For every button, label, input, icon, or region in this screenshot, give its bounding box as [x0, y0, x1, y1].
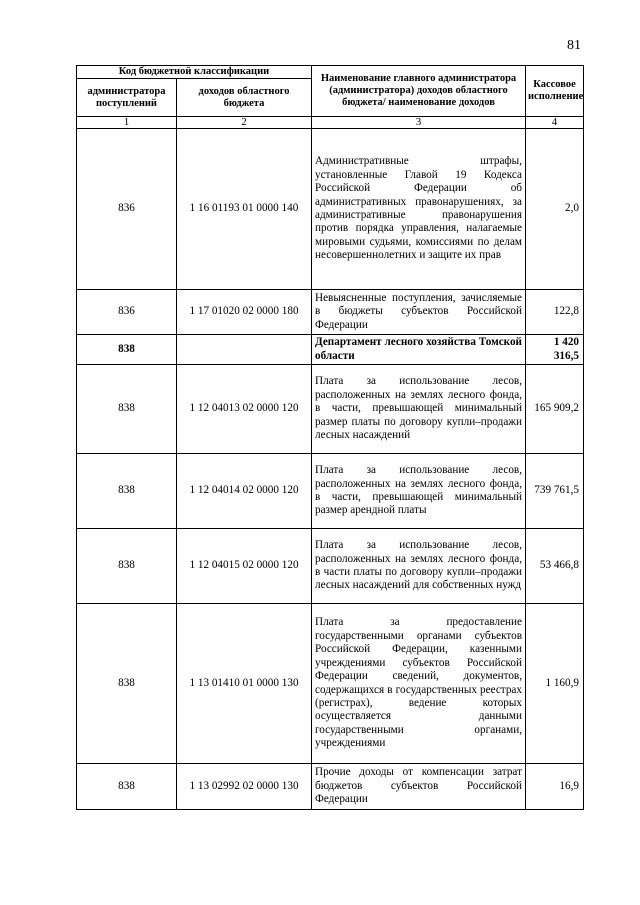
budget-table: [76, 65, 584, 810]
amount: 2,0: [526, 129, 584, 290]
income-name: Прочие доходы от компенсации затрат бюджетов субъектов Российской Федерации: [312, 764, 526, 810]
income-code: 1 12 04015 02 0000 120: [177, 529, 312, 604]
income-code: 1 13 01410 01 0000 130: [177, 604, 312, 764]
amount: 16,9: [526, 764, 584, 810]
income-code: 1 12 04013 02 0000 120: [177, 365, 312, 454]
income-name: Административные штрафы, установленные Главой 19 Кодекса Российской Федерации об административных правонарушениях, за административные правонарушения против порядка управления, налагаемые мировыми судьями, комиссиями по делам несовершеннолетних и защите их прав: [312, 129, 526, 290]
amount: 122,8: [526, 290, 584, 335]
amount: 1 160,9: [526, 604, 584, 764]
amount: 1 420 316,5: [526, 335, 584, 365]
income-name: Плата за использование лесов, расположенных на землях лесного фонда, в части, превышающей минимальный размер платы по договору купли–продажи лесных насаждений: [312, 365, 526, 454]
table-row: [77, 365, 584, 454]
admin-code: 838: [77, 454, 177, 529]
income-code: [177, 335, 312, 365]
table-row: [77, 529, 584, 604]
income-code: 1 12 04014 02 0000 120: [177, 454, 312, 529]
table-row: [77, 764, 584, 810]
amount: 739 761,5: [526, 454, 584, 529]
income-name: Невыясненные поступления, зачисляемые в бюджеты субъектов Российской Федерации: [312, 290, 526, 335]
income-code: 1 16 01193 01 0000 140: [177, 129, 312, 290]
admin-code: 836: [77, 129, 177, 290]
column-number-2: 2: [177, 117, 312, 129]
admin-code: 836: [77, 290, 177, 335]
admin-code: 838: [77, 604, 177, 764]
admin-code: 838: [77, 764, 177, 810]
header-classification-code: Код бюджетной классификации: [77, 66, 312, 79]
header-income-code-column: доходов областного бюджета: [177, 79, 312, 117]
table-row: [77, 604, 584, 764]
income-name: Плата за использование лесов, расположенных на землях лесного фонда, в части, превышающей минимальный размер арендной платы: [312, 454, 526, 529]
income-code: 1 17 01020 02 0000 180: [177, 290, 312, 335]
page-number: 81: [567, 38, 581, 53]
table-row: [77, 290, 584, 335]
amount: 53 466,8: [526, 529, 584, 604]
income-name: Плата за использование лесов, расположенных на землях лесного фонда, в части платы по договору купли–продажи лесных насаждений для собственных нужд: [312, 529, 526, 604]
table-row-department: [77, 335, 584, 365]
admin-code: 838: [77, 335, 177, 365]
header-admin-column: администратора поступлений: [77, 79, 177, 117]
header-name-column: Наименование главного администратора (администратора) доходов областного бюджета/ наименование доходов: [312, 66, 526, 117]
table-row: [77, 454, 584, 529]
admin-code: 838: [77, 529, 177, 604]
income-code: 1 13 02992 02 0000 130: [177, 764, 312, 810]
table-row: [77, 129, 584, 290]
department-name: Департамент лесного хозяйства Томской области: [312, 335, 526, 365]
income-name: Плата за предоставление государственными органами субъектов Российской Федерации, казенными учреждениями субъектов Российской Федерации сведений, документов, содержащихся в государственных реестрах (регистрах), ведение которых осуществляется данными государственными органами, учреждениями: [312, 604, 526, 764]
admin-code: 838: [77, 365, 177, 454]
column-number-1: 1: [77, 117, 177, 129]
column-number-3: 3: [312, 117, 526, 129]
amount: 165 909,2: [526, 365, 584, 454]
column-number-4: 4: [526, 117, 584, 129]
header-amount-column: Кассовое исполнение: [526, 66, 584, 117]
